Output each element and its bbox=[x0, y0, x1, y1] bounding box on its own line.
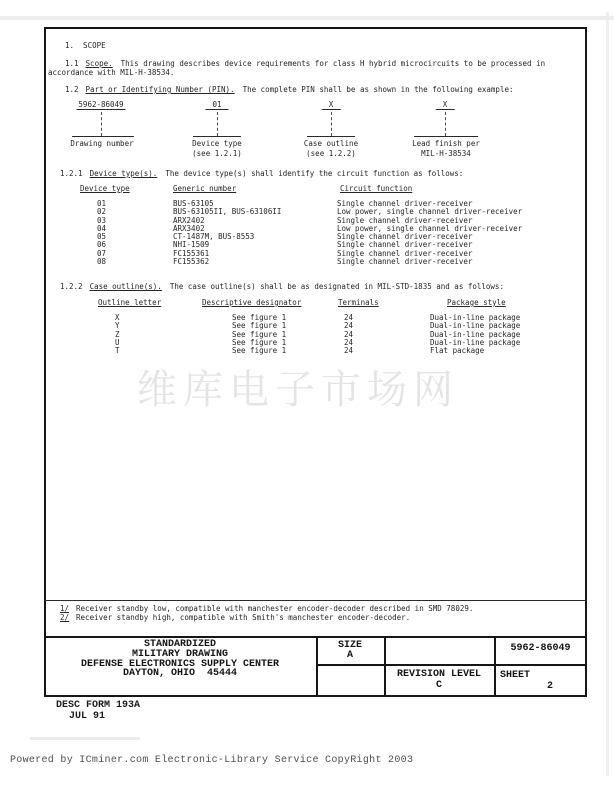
terminals-cell: 24 bbox=[344, 329, 354, 339]
pin-label-rule-3 bbox=[307, 136, 355, 137]
table-row bbox=[0, 347, 614, 355]
generic-number-cell: BUS-63105II, BUS-63106II bbox=[173, 207, 282, 217]
form-date: JUL 91 bbox=[69, 711, 106, 722]
generic-number-cell: NHI-1509 bbox=[173, 240, 210, 250]
para-1-2-2-text: The case outline(s) shall be as designated in MIL-STD-1835 and as follows: bbox=[169, 282, 504, 291]
title-block-row-divider bbox=[316, 664, 587, 666]
para-1-2-1-label: Device type(s). bbox=[89, 169, 158, 178]
pin-label-lead-finish-line2: MIL-H-38534 bbox=[421, 148, 471, 158]
pin-label-case-outline-line2: (see 1.2.2) bbox=[306, 148, 356, 158]
pin-label-case-outline bbox=[266, 139, 396, 158]
revision-cell bbox=[384, 670, 494, 691]
footnote-2-marker: 2/ bbox=[60, 613, 70, 622]
section-1-heading bbox=[65, 41, 106, 50]
pin-label-device-type-line1: Device type bbox=[192, 139, 242, 148]
pin-drawing-number-value: 5962-86049 bbox=[78, 100, 124, 109]
form-id: DESC FORM 193A bbox=[56, 700, 141, 711]
circuit-function-cell: Single channel driver-receiver bbox=[337, 257, 473, 267]
package-style-cell: Dual-in-line package bbox=[430, 321, 521, 331]
designator-cell: See figure 1 bbox=[232, 313, 287, 322]
pin-device-type bbox=[205, 100, 228, 109]
para-1-2-2 bbox=[60, 282, 504, 291]
generic-number-cell: ARX3402 bbox=[173, 223, 205, 233]
pin-drawing-number bbox=[76, 100, 125, 109]
designator-cell: See figure 1 bbox=[232, 321, 287, 331]
generic-number-cell: CT-1487M, BUS-8553 bbox=[173, 232, 255, 242]
outline-letter-cell: Y bbox=[115, 321, 120, 331]
org-line-4: DAYTON, OHIO 45444 bbox=[122, 668, 238, 680]
table-row bbox=[0, 339, 614, 347]
para-1-2-2-number: 1.2.2 bbox=[60, 282, 83, 291]
pin-lead-finish bbox=[436, 100, 455, 109]
para-1-2-label: Part or Identifying Number (PIN). bbox=[85, 85, 235, 94]
revision-value: C bbox=[435, 679, 442, 691]
package-style-cell: Dual-in-line package bbox=[430, 313, 521, 322]
para-1-2-1-number: 1.2.1 bbox=[60, 169, 83, 178]
org-line-2: MILITARY DRAWING bbox=[131, 648, 228, 660]
device-type-cell: 06 bbox=[97, 240, 107, 250]
outline-letter-cell: T bbox=[115, 346, 120, 356]
org-line-1: STANDARDIZED bbox=[143, 639, 216, 650]
para-1-2-2-label: Case outline(s). bbox=[89, 282, 162, 291]
terminals-cell: 24 bbox=[344, 313, 354, 322]
circuit-function-cell: Low power, single channel driver-receiver bbox=[337, 223, 523, 233]
scan-smudge-bottom-left bbox=[30, 737, 140, 740]
para-1-2-text: The complete PIN shall be as shown in the following example: bbox=[242, 85, 514, 94]
scan-streak-right bbox=[606, 12, 609, 776]
pin-label-rule-4 bbox=[414, 136, 478, 137]
org-line-3: DEFENSE ELECTRONICS SUPPLY CENTER bbox=[80, 658, 280, 670]
outline-letter-cell: Z bbox=[115, 329, 120, 339]
sheet-value-cell bbox=[540, 681, 560, 692]
device-table-header-function: Circuit function bbox=[340, 184, 413, 193]
sheet-label-cell bbox=[500, 670, 550, 681]
sheet-label: SHEET bbox=[500, 670, 531, 681]
terminals-cell: 24 bbox=[344, 337, 354, 347]
pin-case-outline bbox=[322, 100, 341, 109]
footnote-1-marker: 1/ bbox=[60, 604, 70, 613]
device-type-cell: 02 bbox=[97, 207, 107, 217]
generic-number-cell: FC155361 bbox=[173, 248, 210, 258]
table-row bbox=[0, 225, 614, 233]
device-table-header-generic: Generic number bbox=[173, 184, 237, 193]
table-row bbox=[0, 322, 614, 330]
para-1-2-1 bbox=[60, 169, 463, 178]
table-row bbox=[0, 241, 614, 249]
table-row bbox=[0, 331, 614, 339]
case-table-header-letter: Outline letter bbox=[98, 298, 162, 307]
case-table-header-style: Package style bbox=[447, 298, 506, 307]
pin-label-rule-1 bbox=[72, 136, 134, 137]
terminals-cell: 24 bbox=[344, 346, 354, 356]
generic-number-cell: BUS-63105 bbox=[173, 199, 214, 208]
device-type-cell: 01 bbox=[97, 199, 107, 208]
para-1-1-line1 bbox=[65, 59, 545, 68]
footnote-1-text: Receiver standby low, compatible with manchester encoder-decoder described in SMD 78029. bbox=[76, 604, 474, 613]
pin-connector-line-1 bbox=[101, 112, 102, 136]
pin-label-rule-2 bbox=[193, 136, 241, 137]
size-value: A bbox=[346, 650, 353, 661]
pin-label-lead-finish bbox=[381, 139, 511, 158]
circuit-function-cell: Single channel driver-receiver bbox=[337, 240, 473, 250]
designator-cell: See figure 1 bbox=[232, 329, 287, 339]
case-table-body bbox=[0, 314, 614, 355]
pin-label-drawing-number-text: Drawing number bbox=[70, 139, 134, 148]
circuit-function-cell: Single channel driver-receiver bbox=[337, 199, 473, 208]
pin-connector-line-4 bbox=[445, 112, 446, 136]
device-table-body bbox=[0, 200, 614, 266]
device-type-cell: 05 bbox=[97, 232, 107, 242]
footnote-divider-line bbox=[44, 600, 587, 601]
section-1-heading-text: 1. SCOPE bbox=[65, 41, 106, 50]
title-block-org bbox=[46, 640, 314, 679]
pin-label-device-type bbox=[152, 139, 282, 158]
package-style-cell: Dual-in-line package bbox=[430, 337, 521, 347]
table-row bbox=[0, 208, 614, 216]
pin-case-outline-value: X bbox=[322, 100, 341, 110]
para-1-2-1-text: The device type(s) shall identify the circuit function as follows: bbox=[165, 169, 464, 178]
footnote-2-text: Receiver standby high, compatible with Smith's manchester encoder-decoder. bbox=[76, 613, 411, 622]
generic-number-cell: ARX2402 bbox=[173, 215, 205, 225]
table-row bbox=[0, 258, 614, 266]
para-1-2-number: 1.2 bbox=[65, 85, 79, 94]
device-table-header-type: Device type bbox=[80, 184, 130, 193]
table-row bbox=[0, 250, 614, 258]
device-type-cell: 08 bbox=[97, 257, 107, 267]
footer-copyright: Powered by ICminer.com Electronic-Library Service CopyRight 2003 bbox=[10, 755, 414, 766]
table-row bbox=[0, 233, 614, 241]
pin-label-case-outline-line1: Case outline bbox=[303, 139, 359, 148]
terminals-cell: 24 bbox=[344, 321, 354, 331]
device-type-cell: 04 bbox=[97, 223, 107, 233]
circuit-function-cell: Low power, single channel driver-receiver bbox=[337, 207, 523, 217]
footnote-2 bbox=[60, 613, 410, 622]
case-table-header-terminals: Terminals bbox=[338, 298, 379, 307]
para-1-2 bbox=[65, 85, 514, 94]
drawing-number-cell bbox=[494, 643, 587, 654]
scan-streak-top bbox=[0, 16, 614, 20]
para-1-1-text: This drawing describes device requirements for class H hybrid microcircuits to be processed in bbox=[120, 59, 546, 68]
device-type-cell: 07 bbox=[97, 248, 107, 258]
designator-cell: See figure 1 bbox=[232, 337, 287, 347]
table-row bbox=[0, 314, 614, 322]
device-type-cell: 03 bbox=[97, 215, 107, 225]
designator-cell: See figure 1 bbox=[232, 346, 287, 356]
circuit-function-cell: Single channel driver-receiver bbox=[337, 215, 473, 225]
outline-letter-cell: U bbox=[115, 337, 120, 347]
para-1-1-number: 1.1 bbox=[65, 59, 79, 68]
sheet-value: 2 bbox=[546, 681, 553, 692]
size-cell bbox=[316, 641, 384, 661]
case-table-header-designator: Descriptive designator bbox=[202, 298, 302, 307]
outline-letter-cell: X bbox=[115, 313, 120, 322]
para-1-1-line2 bbox=[48, 68, 174, 77]
pin-connector-line-2 bbox=[217, 112, 218, 136]
pin-device-type-value: 01 bbox=[205, 100, 228, 110]
pin-label-device-type-line2: (see 1.2.1) bbox=[192, 148, 242, 158]
size-label: SIZE bbox=[337, 640, 362, 651]
footnote-1 bbox=[60, 604, 473, 613]
generic-number-cell: FC155362 bbox=[173, 257, 210, 267]
package-style-cell: Dual-in-line package bbox=[430, 329, 521, 339]
circuit-function-cell: Single channel driver-receiver bbox=[337, 232, 473, 242]
para-1-1-label: Scope. bbox=[85, 59, 113, 68]
circuit-function-cell: Single channel driver-receiver bbox=[337, 248, 473, 258]
watermark-text: 维库电子市场网 bbox=[137, 367, 459, 413]
pin-connector-line-3 bbox=[331, 112, 332, 136]
pin-label-drawing-number bbox=[37, 139, 167, 149]
pin-lead-finish-value: X bbox=[436, 100, 455, 110]
para-1-1-text2: accordance with MIL-H-38534. bbox=[48, 68, 175, 77]
title-drawing-number: 5962-86049 bbox=[510, 643, 571, 654]
package-style-cell: Flat package bbox=[430, 346, 485, 356]
pin-label-lead-finish-line1: Lead finish per bbox=[412, 139, 480, 148]
revision-label: REVISION LEVEL bbox=[396, 669, 481, 680]
